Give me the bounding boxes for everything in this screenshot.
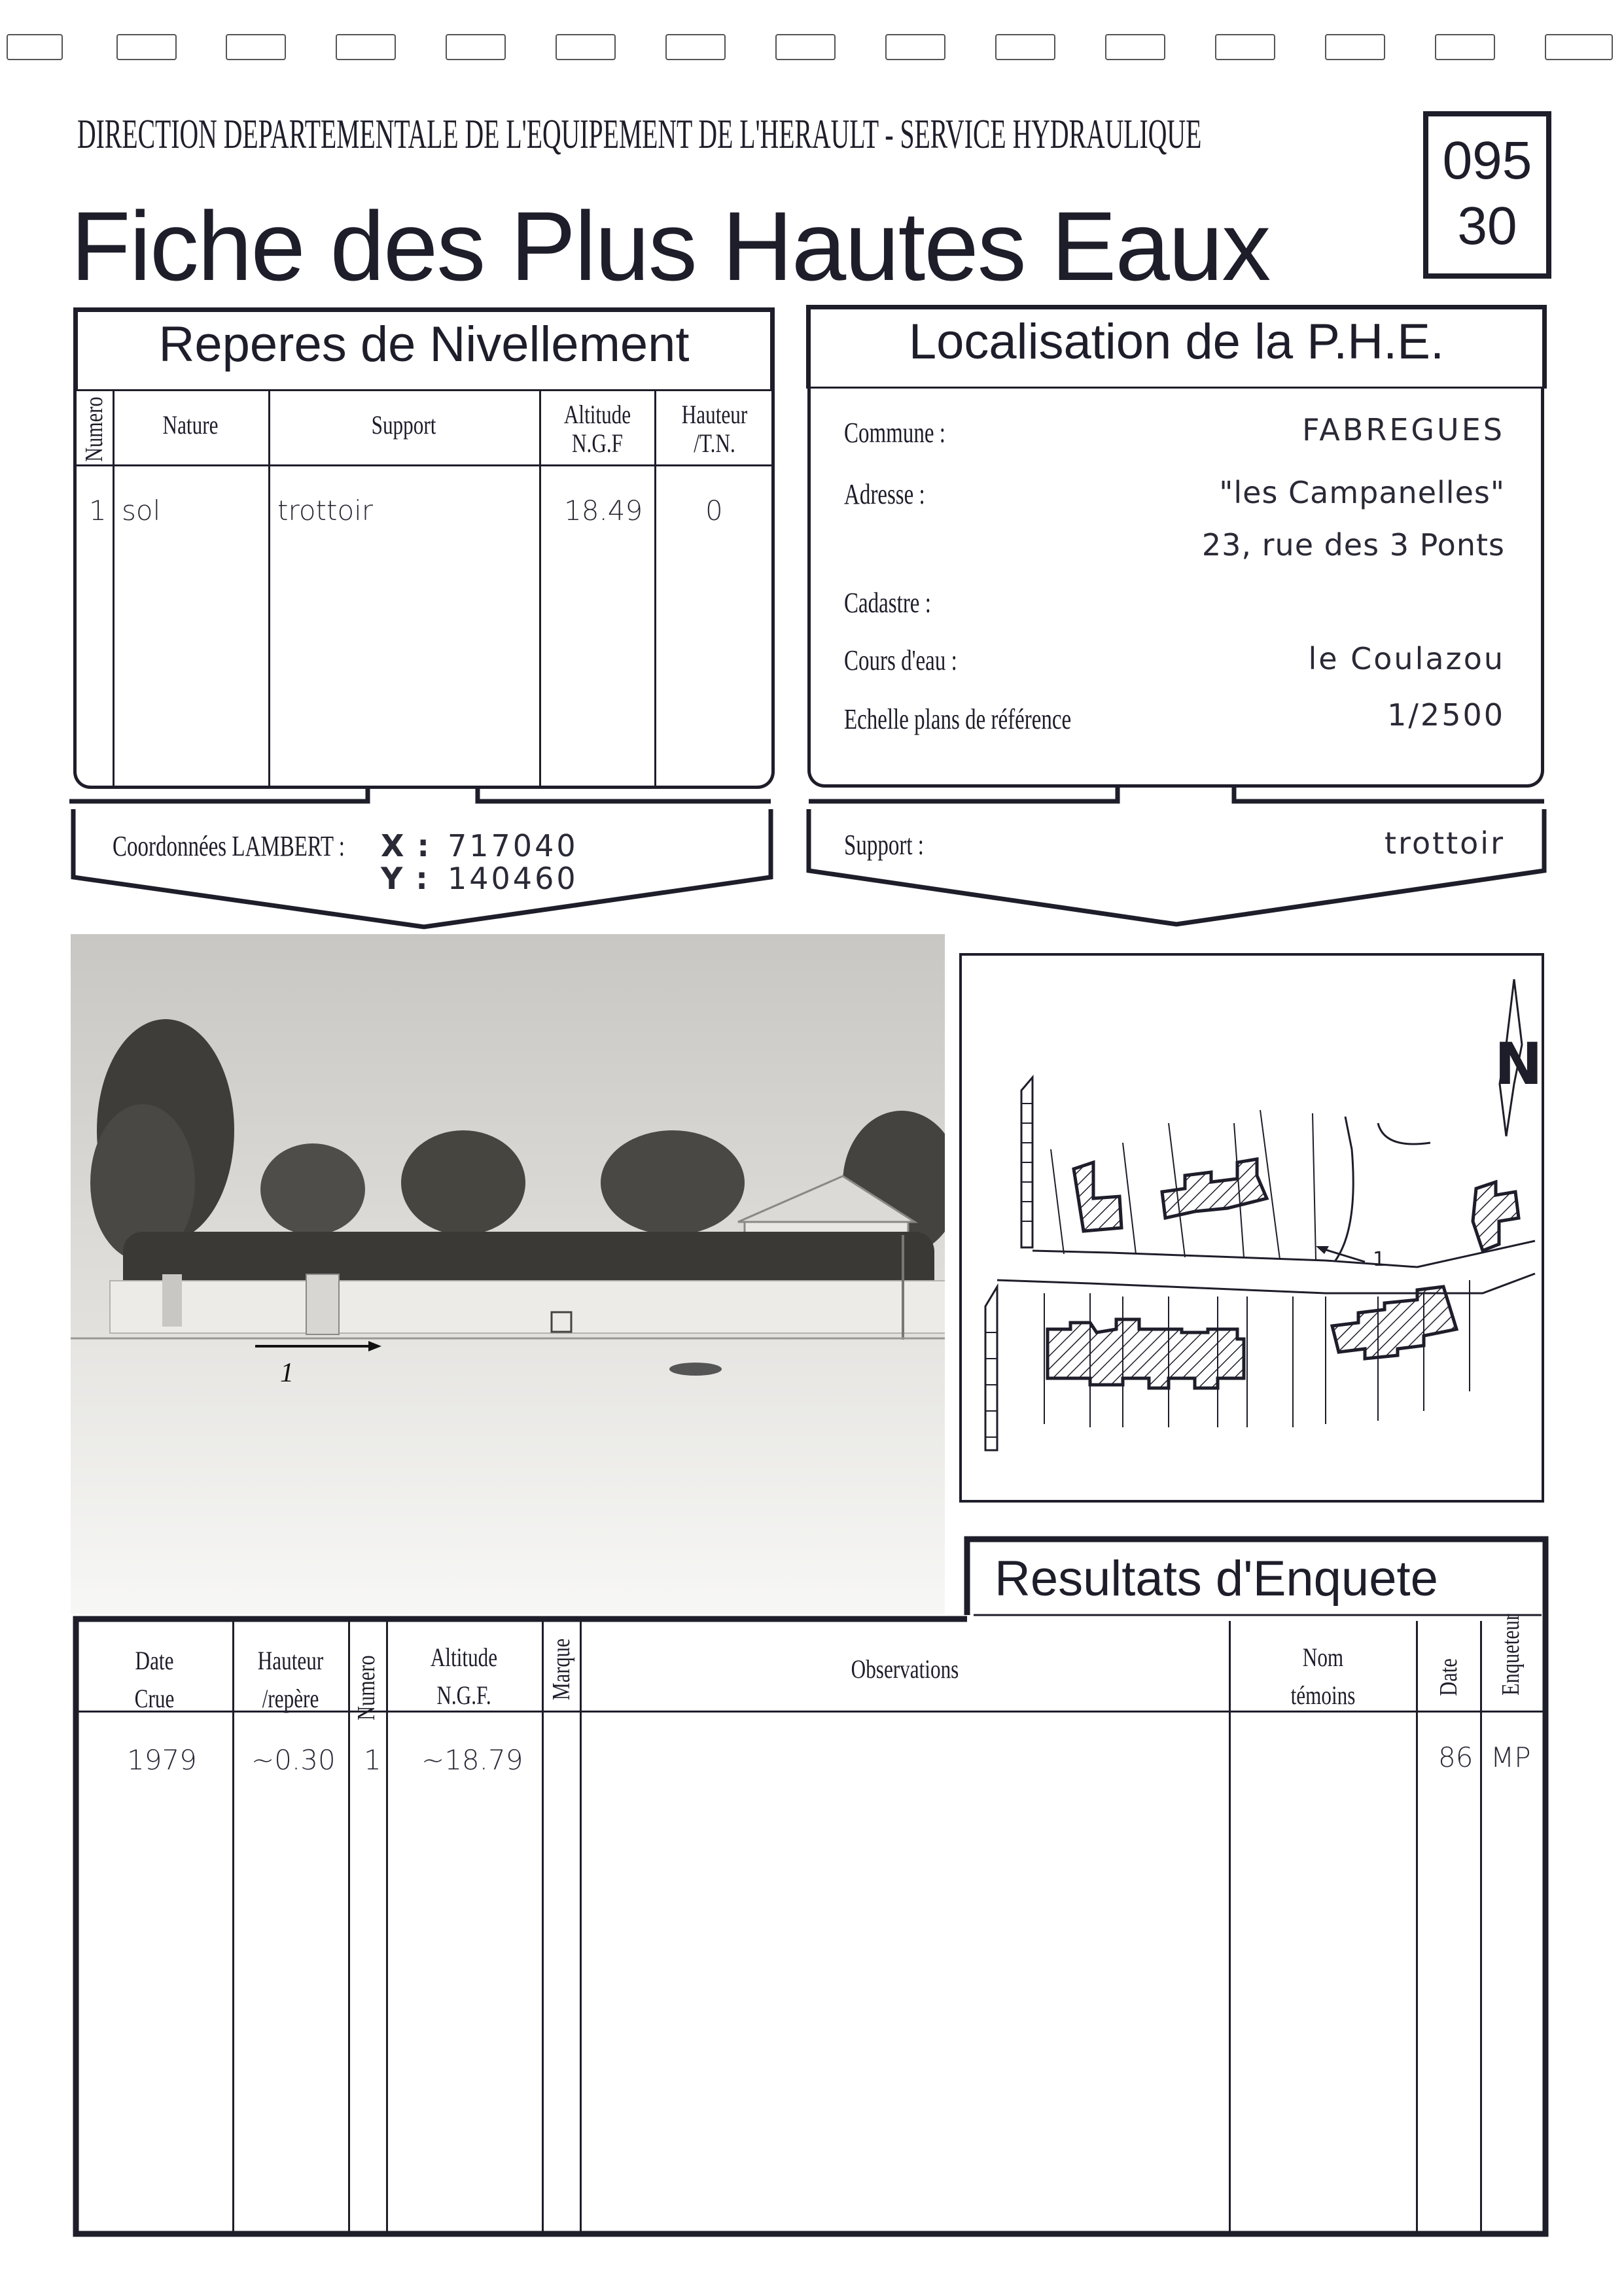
resultats-row-enqueteur: MP bbox=[1491, 1741, 1531, 1773]
page-title: Fiche des Plus Hautes Eaux bbox=[71, 191, 1270, 301]
reperes-col-altitude: Altitude N.G.F bbox=[563, 400, 631, 458]
resultats-col-enqueteur: Enqueteur bbox=[1497, 1614, 1525, 1696]
reperes-row-nature: sol bbox=[122, 495, 161, 527]
reperes-row-numero: 1 bbox=[89, 495, 107, 527]
resultats-col-hauteur: Hauteur /repère bbox=[257, 1646, 324, 1713]
lambert-x-value: 717040 bbox=[448, 828, 578, 863]
resultats-row-altitude: ~18.79 bbox=[421, 1744, 523, 1776]
resultats-col-numero: Numero bbox=[353, 1655, 380, 1720]
cadastre-label: Cadastre : bbox=[844, 587, 931, 619]
commune-label: Commune : bbox=[844, 417, 945, 449]
adresse-line-2: 23, rue des 3 Ponts bbox=[1201, 527, 1505, 563]
resultats-col-observations: Observations bbox=[851, 1654, 959, 1684]
reperes-row-altitude: 18.49 bbox=[564, 495, 643, 527]
echelle-label: Echelle plans de référence bbox=[844, 703, 1072, 735]
adresse-line-1: "les Campanelles" bbox=[1219, 475, 1505, 510]
resultats-row-date: 86 bbox=[1438, 1741, 1474, 1773]
commune-value: FABREGUES bbox=[1302, 412, 1505, 447]
sheet-code-top: 095 bbox=[1442, 131, 1532, 190]
support-label: Support : bbox=[844, 829, 924, 861]
resultats-col-altitude: Altitude N.G.F. bbox=[430, 1643, 498, 1710]
reperes-col-numero: Numero bbox=[80, 396, 108, 462]
organization-header: DIRECTION DEPARTEMENTALE DE L'EQUIPEMENT DE L'HERAULT - SERVICE HYDRAULIQUE bbox=[77, 111, 1202, 157]
reperes-col-nature: Nature bbox=[162, 410, 219, 440]
echelle-value: 1/2500 bbox=[1387, 697, 1505, 733]
lambert-label: Coordonnées LAMBERT : bbox=[113, 830, 345, 862]
resultats-col-nom-temoins: Nom témoins bbox=[1290, 1643, 1356, 1710]
reperes-col-hauteur: Hauteur /T.N. bbox=[681, 400, 748, 458]
sheet-code-box bbox=[1423, 111, 1551, 279]
localisation-title: Localisation de la P.H.E. bbox=[806, 305, 1547, 389]
photo-arrow-label: 1 bbox=[280, 1358, 294, 1388]
sheet-code-bottom: 30 bbox=[1457, 196, 1517, 256]
reperes-title: Reperes de Nivellement bbox=[73, 307, 775, 391]
resultats-row-numero: 1 bbox=[364, 1744, 381, 1776]
plan-marker-label: 1 bbox=[1373, 1248, 1386, 1271]
resultats-row-date-crue: 1979 bbox=[127, 1744, 197, 1776]
north-indicator: N bbox=[1494, 1030, 1543, 1098]
support-value: trottoir bbox=[1385, 826, 1505, 861]
location-plan bbox=[959, 953, 1544, 1503]
resultats-col-date-crue: Date Crue bbox=[134, 1646, 175, 1713]
cours-eau-label: Cours d'eau : bbox=[844, 644, 957, 676]
reperes-col-support: Support bbox=[371, 410, 436, 440]
resultats-title: Resultats d'Enquete bbox=[995, 1551, 1438, 1607]
adresse-label: Adresse : bbox=[844, 478, 925, 510]
reperes-row-support: trottoir bbox=[277, 495, 374, 527]
resultats-col-marque: Marque bbox=[548, 1638, 575, 1701]
resultats-col-date: Date bbox=[1435, 1658, 1462, 1696]
cours-eau-value: le Coulazou bbox=[1308, 641, 1505, 676]
resultats-row-hauteur: ~0.30 bbox=[251, 1744, 336, 1776]
site-photo bbox=[71, 934, 945, 1614]
lambert-y-value: 140460 bbox=[448, 861, 578, 896]
lambert-y-label: Y : bbox=[381, 861, 429, 896]
reperes-row-hauteur: 0 bbox=[705, 495, 723, 527]
lambert-x-label: X : bbox=[381, 828, 431, 863]
